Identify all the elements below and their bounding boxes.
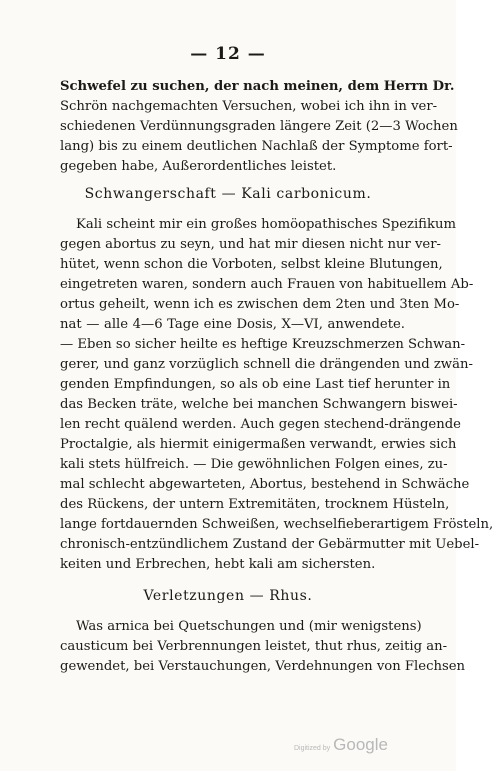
text-line: causticum bei Verbrennungen leistet, thut rhus, zeitig an-	[60, 639, 448, 654]
text-line: eingetreten waren, sondern auch Frauen von habituellem Ab-	[60, 277, 474, 292]
text-line: lang) bis zu einem deutlichen Nachlaß der Symptome fort-	[60, 139, 453, 154]
text-line: nat — alle 4—6 Tage eine Dosis, X—VI, anwendete.	[60, 317, 405, 332]
text-line: gerer, und ganz vorzüglich schnell die drängenden und zwän-	[60, 357, 473, 372]
text-line: mal schlecht abgewarteten, Abortus, bestehend in Schwäche	[60, 477, 470, 492]
text-line: Schrön nachgemachten Versuchen, wobei ich ihn in ver-	[60, 99, 438, 114]
text-line: das Becken träte, welche bei manchen Schwangern biswei-	[60, 397, 458, 412]
text-line: gewendet, bei Verstauchungen, Verdehnungen von Flechsen	[60, 659, 466, 674]
page-number: — 12 —	[190, 44, 266, 64]
text-line: genden Empfindungen, so als ob eine Last tief herunter in	[60, 377, 451, 392]
text-line: ortus geheilt, wenn ich es zwischen dem 2ten und 3ten Mo-	[60, 297, 460, 312]
text-line: gegen abortus zu seyn, und hat mir diesen nicht nur ver-	[60, 237, 441, 252]
text-line: hütet, wenn schon die Vorboten, selbst kleine Blutungen,	[60, 257, 443, 272]
section-heading: Schwangerschaft — Kali carbonicum.	[84, 186, 372, 202]
text-line: gegeben habe, Außerordentliches leistet.	[60, 159, 337, 174]
text-line: — Eben so sicher heilte es heftige Kreuzschmerzen Schwan-	[60, 337, 466, 352]
section-heading: Verletzungen — Rhus.	[143, 588, 313, 604]
text-line: keiten und Erbrechen, hebt kali am sichersten.	[60, 557, 376, 572]
text-line: chronisch-entzündlichem Zustand der Gebärmutter mit Uebel-	[60, 537, 480, 552]
text-line: lange fortdauernden Schweißen, wechselfieberartigem Frösteln,	[60, 517, 493, 532]
digitized-watermark	[294, 735, 388, 755]
text-line: Proctalgie, als hiermit einigermaßen verwandt, erwies sich	[60, 437, 457, 452]
text-line: Kali scheint mir ein großes homöopathisches Spezifikum	[76, 217, 456, 232]
watermark-prefix: Digitized by	[293, 745, 331, 752]
text-line: schiedenen Verdünnungsgraden längere Zeit (2—3 Wochen	[60, 119, 458, 134]
text-line: Schwefel zu suchen, der nach meinen, dem Herrn Dr.	[60, 79, 455, 94]
text-line: kali stets hülfreich. — Die gewöhnlichen Folgen eines, zu-	[60, 457, 448, 472]
text-line: Was arnica bei Quetschungen und (mir wenigstens)	[76, 619, 422, 634]
google-logo: Google	[333, 735, 388, 754]
text-line: len recht quälend werden. Auch gegen stechend-drängende	[60, 417, 461, 432]
text-line: des Rückens, der untern Extremitäten, trocknem Hüsteln,	[60, 497, 450, 512]
